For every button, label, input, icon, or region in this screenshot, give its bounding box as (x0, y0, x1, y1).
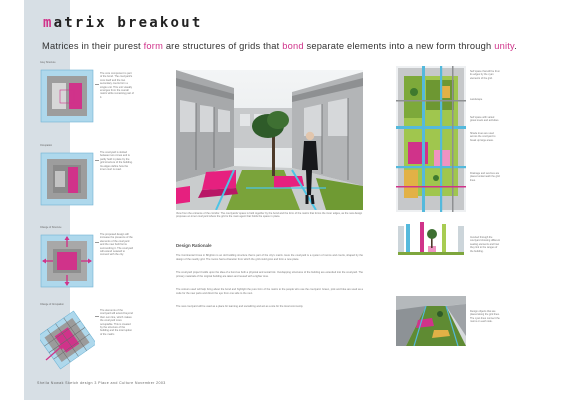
diagram-occupation-drawing (40, 151, 95, 207)
leader-line (95, 84, 99, 85)
diagram-label: Change of Structure (40, 226, 62, 229)
design-rationale-paragraph: The courtyard project builds upon the idea of a bond as both a physical and social link. Overlapping structures of the building are extended into the courtyard. The primary materials of the original building are taken and reused with a lighter tone. (176, 271, 363, 278)
diagram-grey-structure-drawing (40, 68, 95, 124)
diagram-label: Change of Occupation (40, 303, 64, 306)
diagram-note: The proposed design will increase the presence of the elements of the courtyard and the new built forms surrounding it. The courtyard will extend outward to connect with the city. (100, 233, 134, 257)
diagram-label: Grey Structure (40, 61, 56, 64)
page-title (43, 16, 202, 30)
subtitle-highlight-unity: unity (494, 41, 515, 51)
section-annotation: Inverted through the courtyard showing different seating elements and how they link to the ranges of the building. (470, 236, 500, 253)
diagram-change-structure-drawing (40, 233, 95, 289)
design-rationale-paragraph: The colours used will help bring about the bond and highlight the pure form of the matrix to the people who use the courtyard. Green, pink and blue are used as a code for the new parts and direct the eye from one side to the next. (176, 288, 363, 295)
plan-annotation: Self space that will be lit at its edges by the cyan elements of the grid. (470, 70, 500, 80)
aerial-annotation: Design objects that are placed along the grid lines. The cyan lines connect the rooms on each side. (470, 310, 500, 324)
courtyard-render-image (176, 70, 363, 210)
diagram-change-of-occupation (40, 304, 95, 374)
diagram-change-of-structure (40, 227, 95, 289)
subtitle-text-1: Matrices in their purest (42, 41, 144, 51)
design-rationale-paragraph: The Continental Cross in Brighton is an old building structure that is part of the city's matrix. Here the courtyard is a system of rooms and courts, shaped by the design of the nearby grid. The rooms had a character from which the grid could grow and form a new place. (176, 254, 363, 261)
diagram-note: The core component is part of the bond. The courtyard's core itself and the two secondary courts form a single unit. This unit visually emerges from the overall matrix while remaining part of it. (100, 72, 134, 99)
aerial-render-image (396, 296, 466, 346)
design-rationale-heading: Design Rationale (176, 243, 212, 248)
plan-annotation: Landscape (470, 98, 483, 101)
title-accent-letter: m (43, 15, 54, 31)
diagram-occupation (40, 145, 95, 207)
page-footer: Sheila Nowak Sketch design 3 Place and Culture November 2003 (37, 381, 166, 385)
leader-line (95, 242, 99, 243)
plan-annotation: Shade trees are used across the courtyard to break up large areas. (470, 132, 496, 142)
section-drawing (396, 220, 466, 260)
page-subtitle (42, 42, 517, 51)
site-plan-drawing (396, 66, 466, 212)
subtitle-highlight-form: form (143, 41, 164, 51)
leader-line (95, 160, 99, 161)
subtitle-highlight-bond: bond (282, 41, 304, 51)
subtitle-text-4: . (514, 41, 517, 51)
plan-annotation: Drainage and services are placed underneath the grid lines. (470, 172, 500, 182)
diagram-note: The courtyard is slotted between two zones and is partly held in place by the grid structure of the building. Its edges define how the inner court is read. (100, 151, 133, 172)
design-rationale-paragraph: The new courtyard will be used as a place for learning and socializing and act as a site for the local community. (176, 305, 304, 308)
diagram-note: The elements of the courtyard will extend beyond their own line, which makes the courtyard more occupiable. This is created by the structure of the building and the interruption of the matrix. (100, 309, 133, 336)
plan-annotation: Self space with varied grass levels and activities. (470, 116, 500, 123)
diagram-grey-structure (40, 62, 95, 124)
render-caption: View from the entrance of the corridor. The courtyards' space is held together by the bond and the form of the matrix that forms the inner edges, as the new design proposes an inner courtyard where the grid is the main agent that holds the space in place. (176, 212, 363, 219)
leader-line (95, 316, 99, 317)
subtitle-text-3: separate elements into a new form through (303, 41, 495, 51)
title-rest: atrix breakout (53, 15, 203, 31)
subtitle-text-2: are structures of grids that (163, 41, 283, 51)
diagram-label: Occupation (40, 144, 53, 147)
diagram-change-occupation-drawing (40, 310, 95, 372)
